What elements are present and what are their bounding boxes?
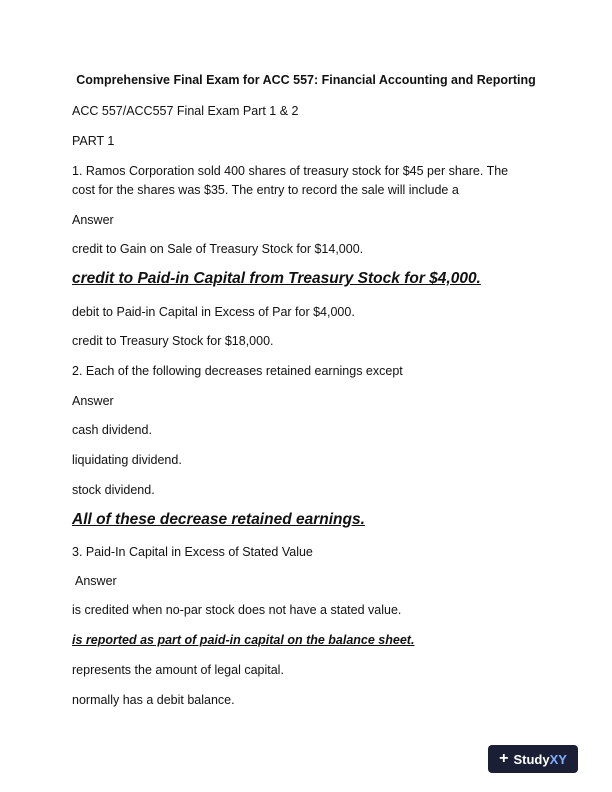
logo-text-study: Study (513, 751, 550, 767)
exam-subtitle: ACC 557/ACC557 Final Exam Part 1 & 2 (72, 104, 299, 118)
question-2-answer-label: Answer (72, 394, 114, 408)
question-1-option-c: debit to Paid-in Capital in Excess of Par for $4,000. (72, 305, 355, 319)
question-1-option-a: credit to Gain on Sale of Treasury Stock for $14,000. (72, 242, 364, 256)
question-2-option-c: stock dividend. (72, 483, 155, 497)
document-title: Comprehensive Final Exam for ACC 557: Financial Accounting and Reporting (76, 73, 536, 87)
question-3-correct-answer: is reported as part of paid-in capital on the balance sheet. (72, 633, 415, 647)
plus-icon: + (499, 750, 509, 767)
studyxy-logo[interactable] (488, 745, 578, 773)
question-3-option-d: normally has a debit balance. (72, 693, 235, 707)
question-3-answer-label: Answer (75, 574, 117, 588)
part-heading: PART 1 (72, 134, 115, 148)
question-3-text: 3. Paid-In Capital in Excess of Stated Value (72, 545, 313, 559)
question-1-answer-label: Answer (72, 213, 114, 227)
question-1-option-d: credit to Treasury Stock for $18,000. (72, 334, 274, 348)
question-2-text: 2. Each of the following decreases retained earnings except (72, 364, 403, 378)
question-1-line-1: 1. Ramos Corporation sold 400 shares of treasury stock for $45 per share. The (72, 164, 509, 178)
question-2-option-b: liquidating dividend. (72, 453, 182, 467)
question-3-option-a: is credited when no-par stock does not have a stated value. (72, 603, 402, 617)
logo-text-xy: XY (549, 751, 567, 767)
question-2-option-a: cash dividend. (72, 423, 152, 437)
question-1-correct-answer: credit to Paid-in Capital from Treasury Stock for $4,000. (72, 270, 481, 287)
question-2-correct-answer: All of these decrease retained earnings. (72, 511, 365, 528)
question-1-line-2: cost for the shares was $35. The entry to record the sale will include a (72, 183, 459, 197)
question-3-option-c: represents the amount of legal capital. (72, 663, 284, 677)
